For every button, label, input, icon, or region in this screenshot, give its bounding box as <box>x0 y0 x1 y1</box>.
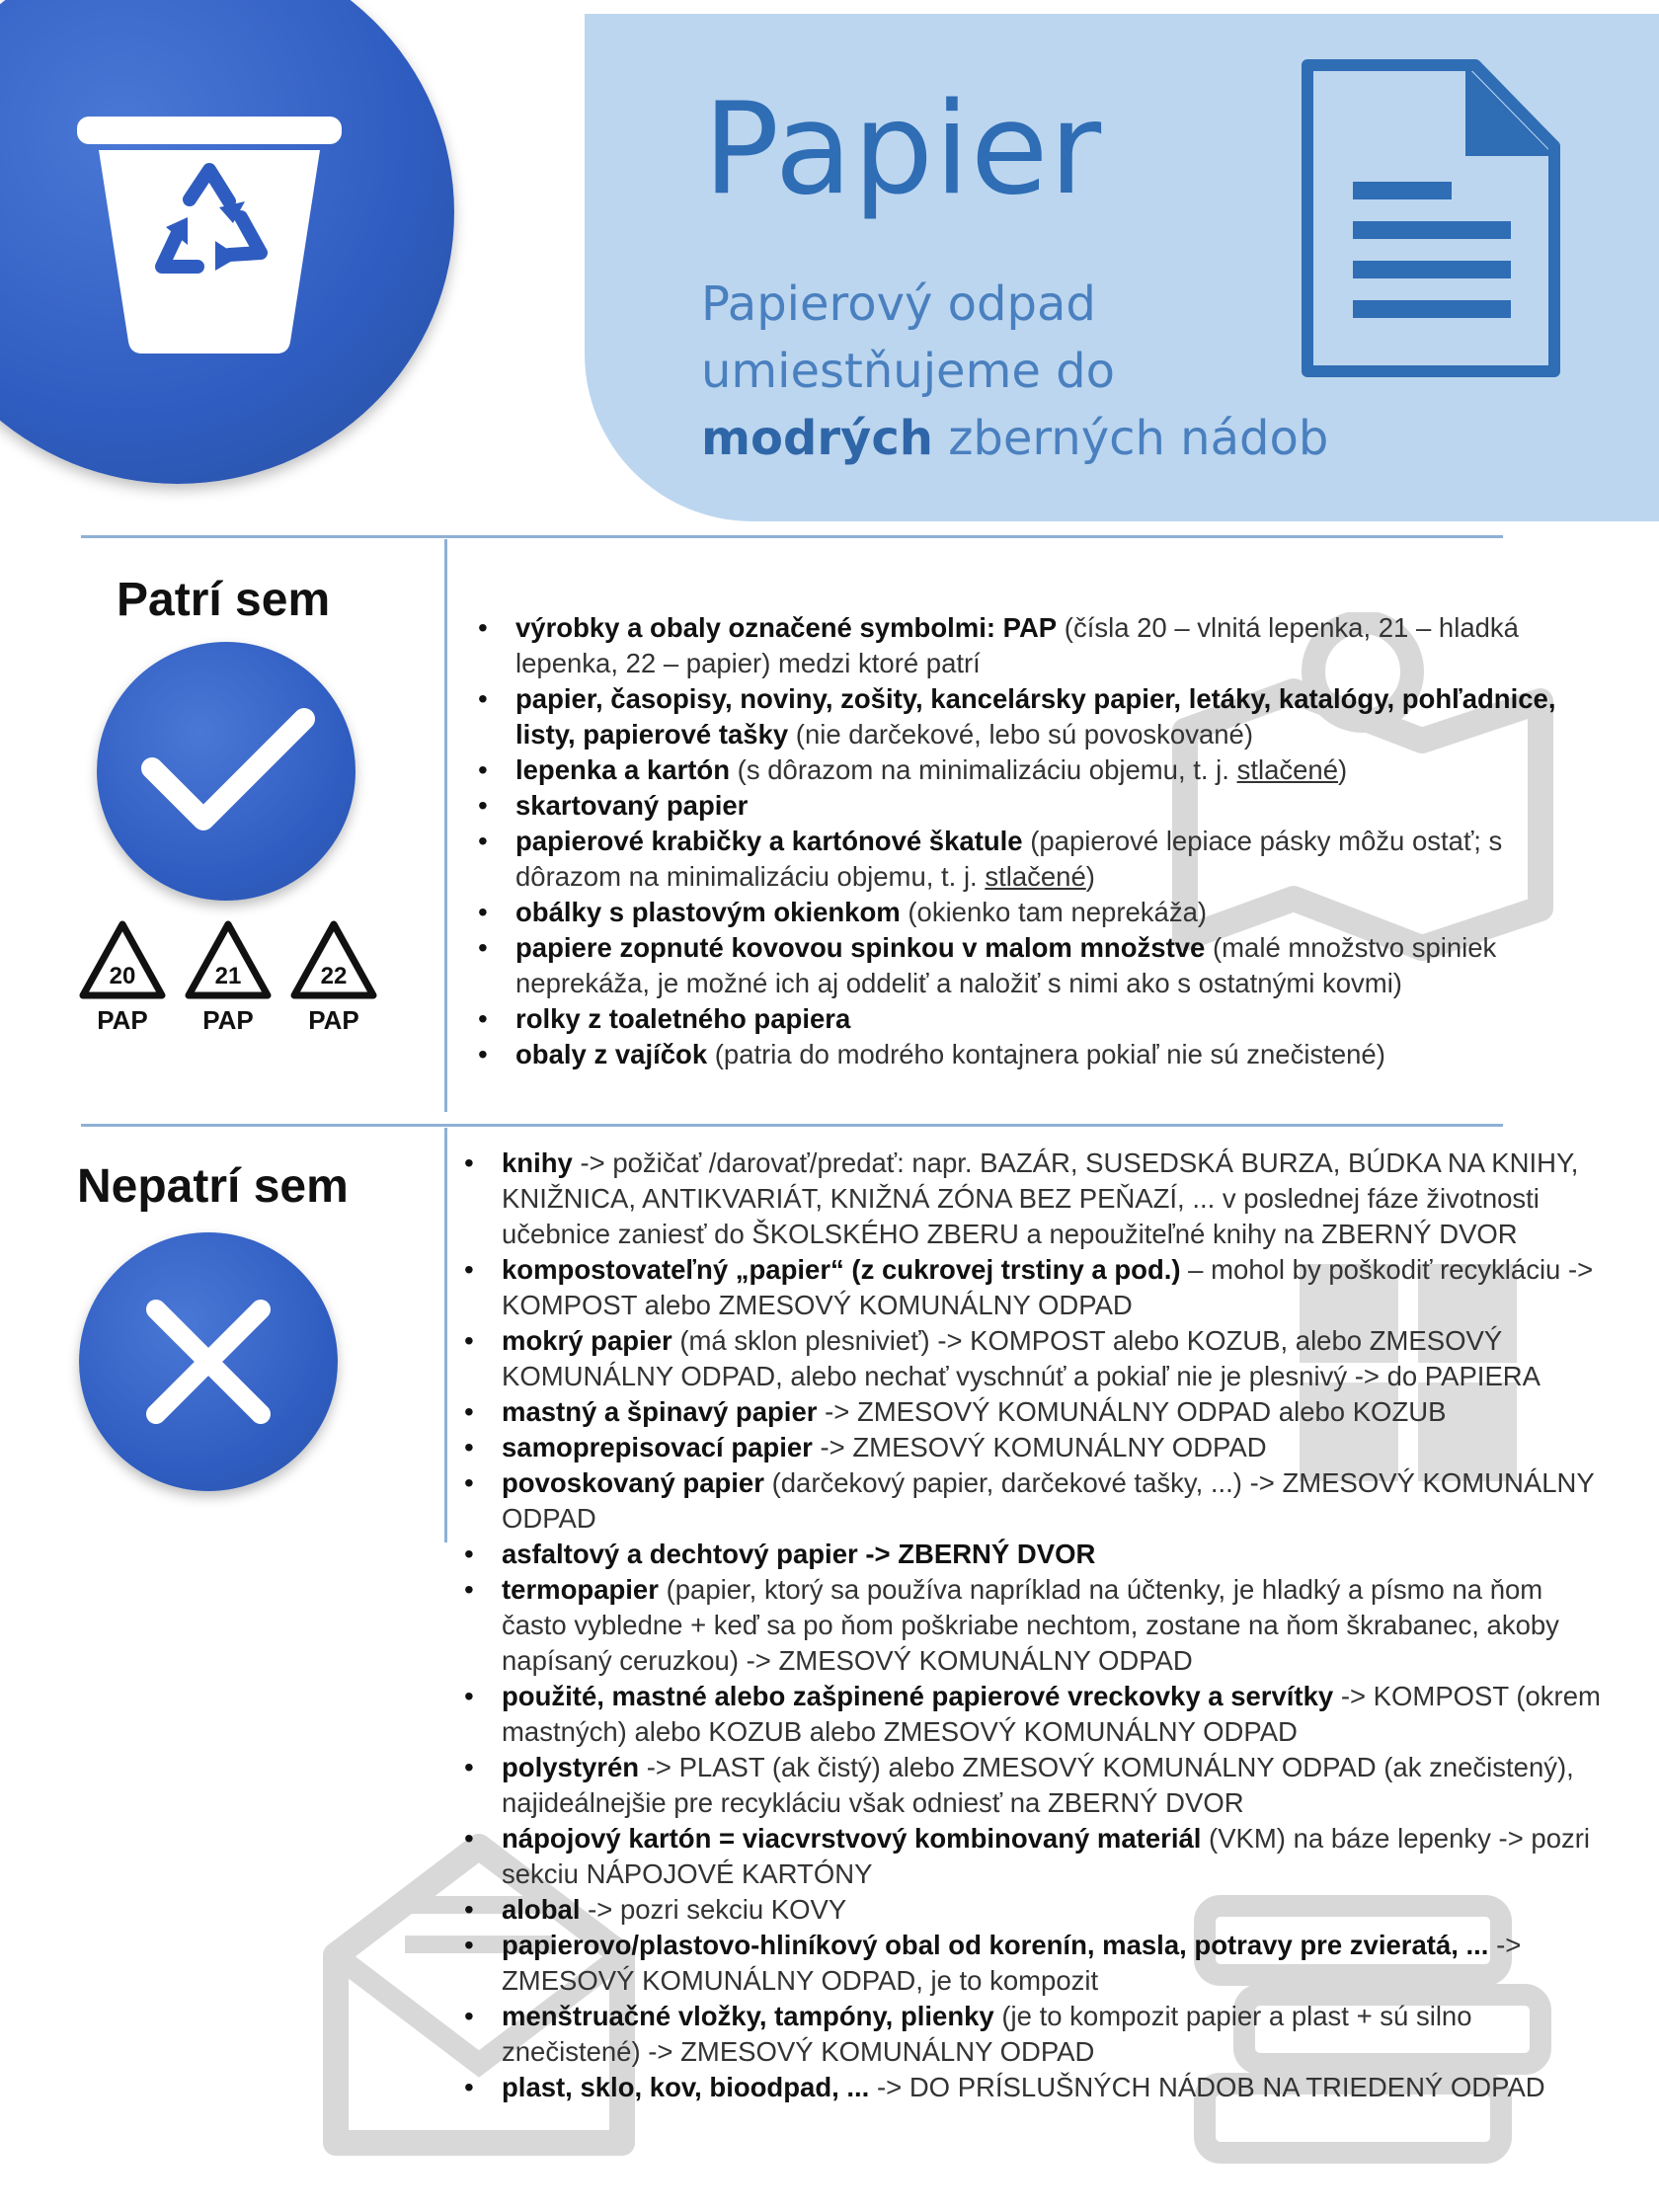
page-subtitle <box>701 271 1328 472</box>
list-item-text: -> ZMESOVÝ KOMUNÁLNY ODPAD <box>812 1432 1267 1462</box>
list-item <box>458 1146 1604 1252</box>
list-item-bold: menštruačné vložky, tampóny, plienky <box>502 2001 994 2031</box>
recycle-symbol-21-icon <box>183 918 274 1001</box>
belongs-list <box>472 610 1588 1072</box>
list-item-text: (je to kompozit papier a plast + sú silno znečistené) -> ZMESOVÝ KOMUNÁLNY ODPAD <box>502 2001 1472 2067</box>
recycle-symbol-21-number: 21 <box>214 963 242 989</box>
list-item <box>458 1999 1604 2070</box>
list-item-underlined: stlačené <box>1236 754 1339 785</box>
list-item <box>472 824 1588 895</box>
list-item-underlined: stlačené <box>985 861 1086 892</box>
list-item-bold: polystyrén <box>502 1752 640 1782</box>
recycle-bin-icon <box>71 109 348 356</box>
list-item-after: ) <box>1085 861 1095 892</box>
not-belongs-heading: Nepatrí sem <box>77 1160 349 1213</box>
recycle-symbol-22-label: PAP <box>308 1005 359 1035</box>
list-item-bold: skartovaný papier <box>515 790 749 821</box>
list-item-bold: papier, časopisy, noviny, zošity, kancelársky papier, letáky, katalógy, pohľadnice, listy, papierové tašky <box>515 683 1556 750</box>
list-item-text: -> ZMESOVÝ KOMUNÁLNY ODPAD, je to kompozit <box>502 1930 1522 1996</box>
list-item <box>472 1037 1588 1072</box>
list-item <box>458 1821 1604 1892</box>
list-item <box>458 1465 1604 1537</box>
list-item-bold: nápojový kartón = viacvrstvový kombinovaný materiál <box>502 1823 1202 1854</box>
list-item <box>458 2070 1604 2105</box>
list-item-text: -> KOMPOST (okrem mastných) alebo KOZUB alebo ZMESOVÝ KOMUNÁLNY ODPAD <box>502 1681 1601 1747</box>
list-item <box>458 1252 1604 1323</box>
list-item-bold: mastný a špinavý papier <box>502 1396 818 1427</box>
list-item-bold: obálky s plastovým okienkom <box>515 897 901 927</box>
list-item <box>458 1928 1604 1999</box>
list-item-bold: samoprepisovací papier <box>502 1432 813 1462</box>
list-item <box>458 1572 1604 1679</box>
belongs-heading: Patrí sem <box>117 574 331 626</box>
subtitle-rest: zberných nádob <box>932 411 1329 466</box>
not-belongs-list <box>458 1146 1604 2105</box>
list-item <box>458 1430 1604 1465</box>
list-item <box>472 788 1588 824</box>
list-item-text: (patria do modrého kontajnera pokiaľ nie sú znečistené) <box>707 1039 1385 1069</box>
divider-vertical-2 <box>444 1128 447 1542</box>
list-item-text: (malé množstvo spiniek neprekáža, je možné ich aj oddeliť a naložiť s nimi ako s ostatnými kovmi) <box>515 932 1497 998</box>
divider-middle <box>81 1124 1503 1127</box>
list-item-text: (čísla 20 – vlnitá lepenka, 21 – hladká lepenka, 22 – papier) medzi ktoré patrí <box>515 612 1519 678</box>
list-item <box>458 1750 1604 1821</box>
list-item <box>458 1892 1604 1928</box>
list-item <box>458 1537 1604 1572</box>
recycle-symbol-20-icon <box>77 918 168 1001</box>
list-item-bold: papierovo/plastovo-hliníkový obal od korenín, masla, potravy pre zvieratá, ... <box>502 1930 1489 1960</box>
list-item-text: (VKM) na báze lepenky -> pozri sekciu NÁPOJOVÉ KARTÓNY <box>502 1823 1591 1889</box>
recycle-symbol-20-number: 20 <box>109 963 136 989</box>
list-item-text: -> požičať /darovať/predať: napr. BAZÁR, SUSEDSKÁ BURZA, BÚDKA NA KNIHY, KNIŽNICA, ANTIKVARIÁT, KNIŽNÁ ZÓNA BEZ PEŇAZÍ, ... v poslednej fáze životnosti učebnice zaniesť do ŠKOLSKÉHO ZBERU a nepoužiteľné knihy na ZBERNÝ DVOR <box>502 1147 1579 1249</box>
list-item-after: ) <box>1338 754 1348 785</box>
list-item-bold: rolky z toaletného papiera <box>515 1003 851 1034</box>
list-item-bold: termopapier <box>502 1574 659 1605</box>
checkmark-icon <box>138 701 316 839</box>
list-item-text: -> pozri sekciu KOVY <box>580 1894 847 1925</box>
list-item <box>472 752 1588 788</box>
recycle-symbol-21-label: PAP <box>202 1005 254 1035</box>
list-item-text: -> DO PRÍSLUŠNÝCH NÁDOB NA TRIEDENÝ ODPAD <box>869 2072 1545 2102</box>
subtitle-bold: modrých <box>701 411 933 466</box>
list-item-text: (má sklon plesnivieť) -> KOMPOST alebo KOZUB, alebo ZMESOVÝ KOMUNÁLNY ODPAD, alebo nechať vyschnúť a pokiaľ nie je plesnivý -> do PAPIERA <box>502 1325 1540 1391</box>
cross-icon <box>142 1296 275 1428</box>
list-item-bold: papierové krabičky a kartónové škatule <box>515 826 1023 856</box>
list-item-text: -> PLAST (ak čistý) alebo ZMESOVÝ KOMUNÁLNY ODPAD (ak znečistený), najideálnejšie pre recykláciu však odniesť na ZBERNÝ DVOR <box>502 1752 1574 1818</box>
list-item-bold: mokrý papier <box>502 1325 672 1356</box>
list-item-bold: asfaltový a dechtový papier -> ZBERNÝ DVOR <box>502 1539 1096 1569</box>
list-item-bold: plast, sklo, kov, bioodpad, ... <box>502 2072 870 2102</box>
list-item-text: (papierové lepiace pásky môžu ostať; s dôrazom na minimalizáciu objemu, t. j. <box>515 826 1503 892</box>
divider-vertical-1 <box>444 539 447 1112</box>
divider-top <box>81 535 1503 538</box>
list-item-text: (s dôrazom na minimalizáciu objemu, t. j. <box>730 754 1237 785</box>
list-item-bold: kompostovateľný „papier“ (z cukrovej trstiny a pod.) <box>502 1254 1181 1285</box>
list-item-bold: knihy <box>502 1147 573 1178</box>
list-item-bold: povoskovaný papier <box>502 1467 764 1498</box>
list-item <box>472 610 1588 681</box>
list-item-text: (okienko tam neprekáža) <box>900 897 1208 927</box>
list-item-text: -> ZMESOVÝ KOMUNÁLNY ODPAD alebo KOZUB <box>817 1396 1447 1427</box>
list-item-bold: obaly z vajíčok <box>515 1039 708 1069</box>
page-title: Papier <box>703 76 1103 223</box>
list-item <box>472 681 1588 752</box>
recycle-symbol-20-label: PAP <box>97 1005 148 1035</box>
list-item-bold: lepenka a kartón <box>515 754 731 785</box>
list-item-bold: použité, mastné alebo zašpinené papierové vreckovky a servítky <box>502 1681 1334 1711</box>
list-item-bold: papiere zopnuté kovovou spinkou v malom množstve <box>515 932 1206 963</box>
list-item-text: – mohol by poškodiť recykláciu -> KOMPOST alebo ZMESOVÝ KOMUNÁLNY ODPAD <box>502 1254 1594 1320</box>
list-item-bold: výrobky a obaly označené symbolmi: PAP <box>515 612 1058 643</box>
list-item <box>458 1679 1604 1750</box>
paper-document-icon <box>1302 59 1560 377</box>
list-item <box>472 930 1588 1001</box>
subtitle-line-1: Papierový odpad <box>701 276 1096 332</box>
list-item <box>458 1323 1604 1394</box>
subtitle-line-2: umiestňujeme do <box>701 344 1115 399</box>
list-item-text: (papier, ktorý sa používa napríklad na účtenky, je hladký a písmo na ňom často vybledne + keď sa po ňom poškriabe nechtom, zostane na ňom škrabanec, akoby napísaný ceruzkou) -> ZMESOVÝ KOMUNÁLNY ODPAD <box>502 1574 1559 1676</box>
list-item-bold: alobal <box>502 1894 581 1925</box>
list-item <box>472 895 1588 930</box>
list-item <box>472 1001 1588 1037</box>
list-item-text: (nie darčekové, lebo sú povoskované) <box>788 719 1253 750</box>
recycle-symbol-22-number: 22 <box>320 963 348 989</box>
list-item-text: (darčekový papier, darčekové tašky, ...) -> ZMESOVÝ KOMUNÁLNY ODPAD <box>502 1467 1595 1534</box>
subtitle-line-3 <box>701 405 1328 472</box>
recycle-symbol-22-icon <box>288 918 379 1001</box>
pap-symbols <box>77 918 373 1037</box>
list-item <box>458 1394 1604 1430</box>
